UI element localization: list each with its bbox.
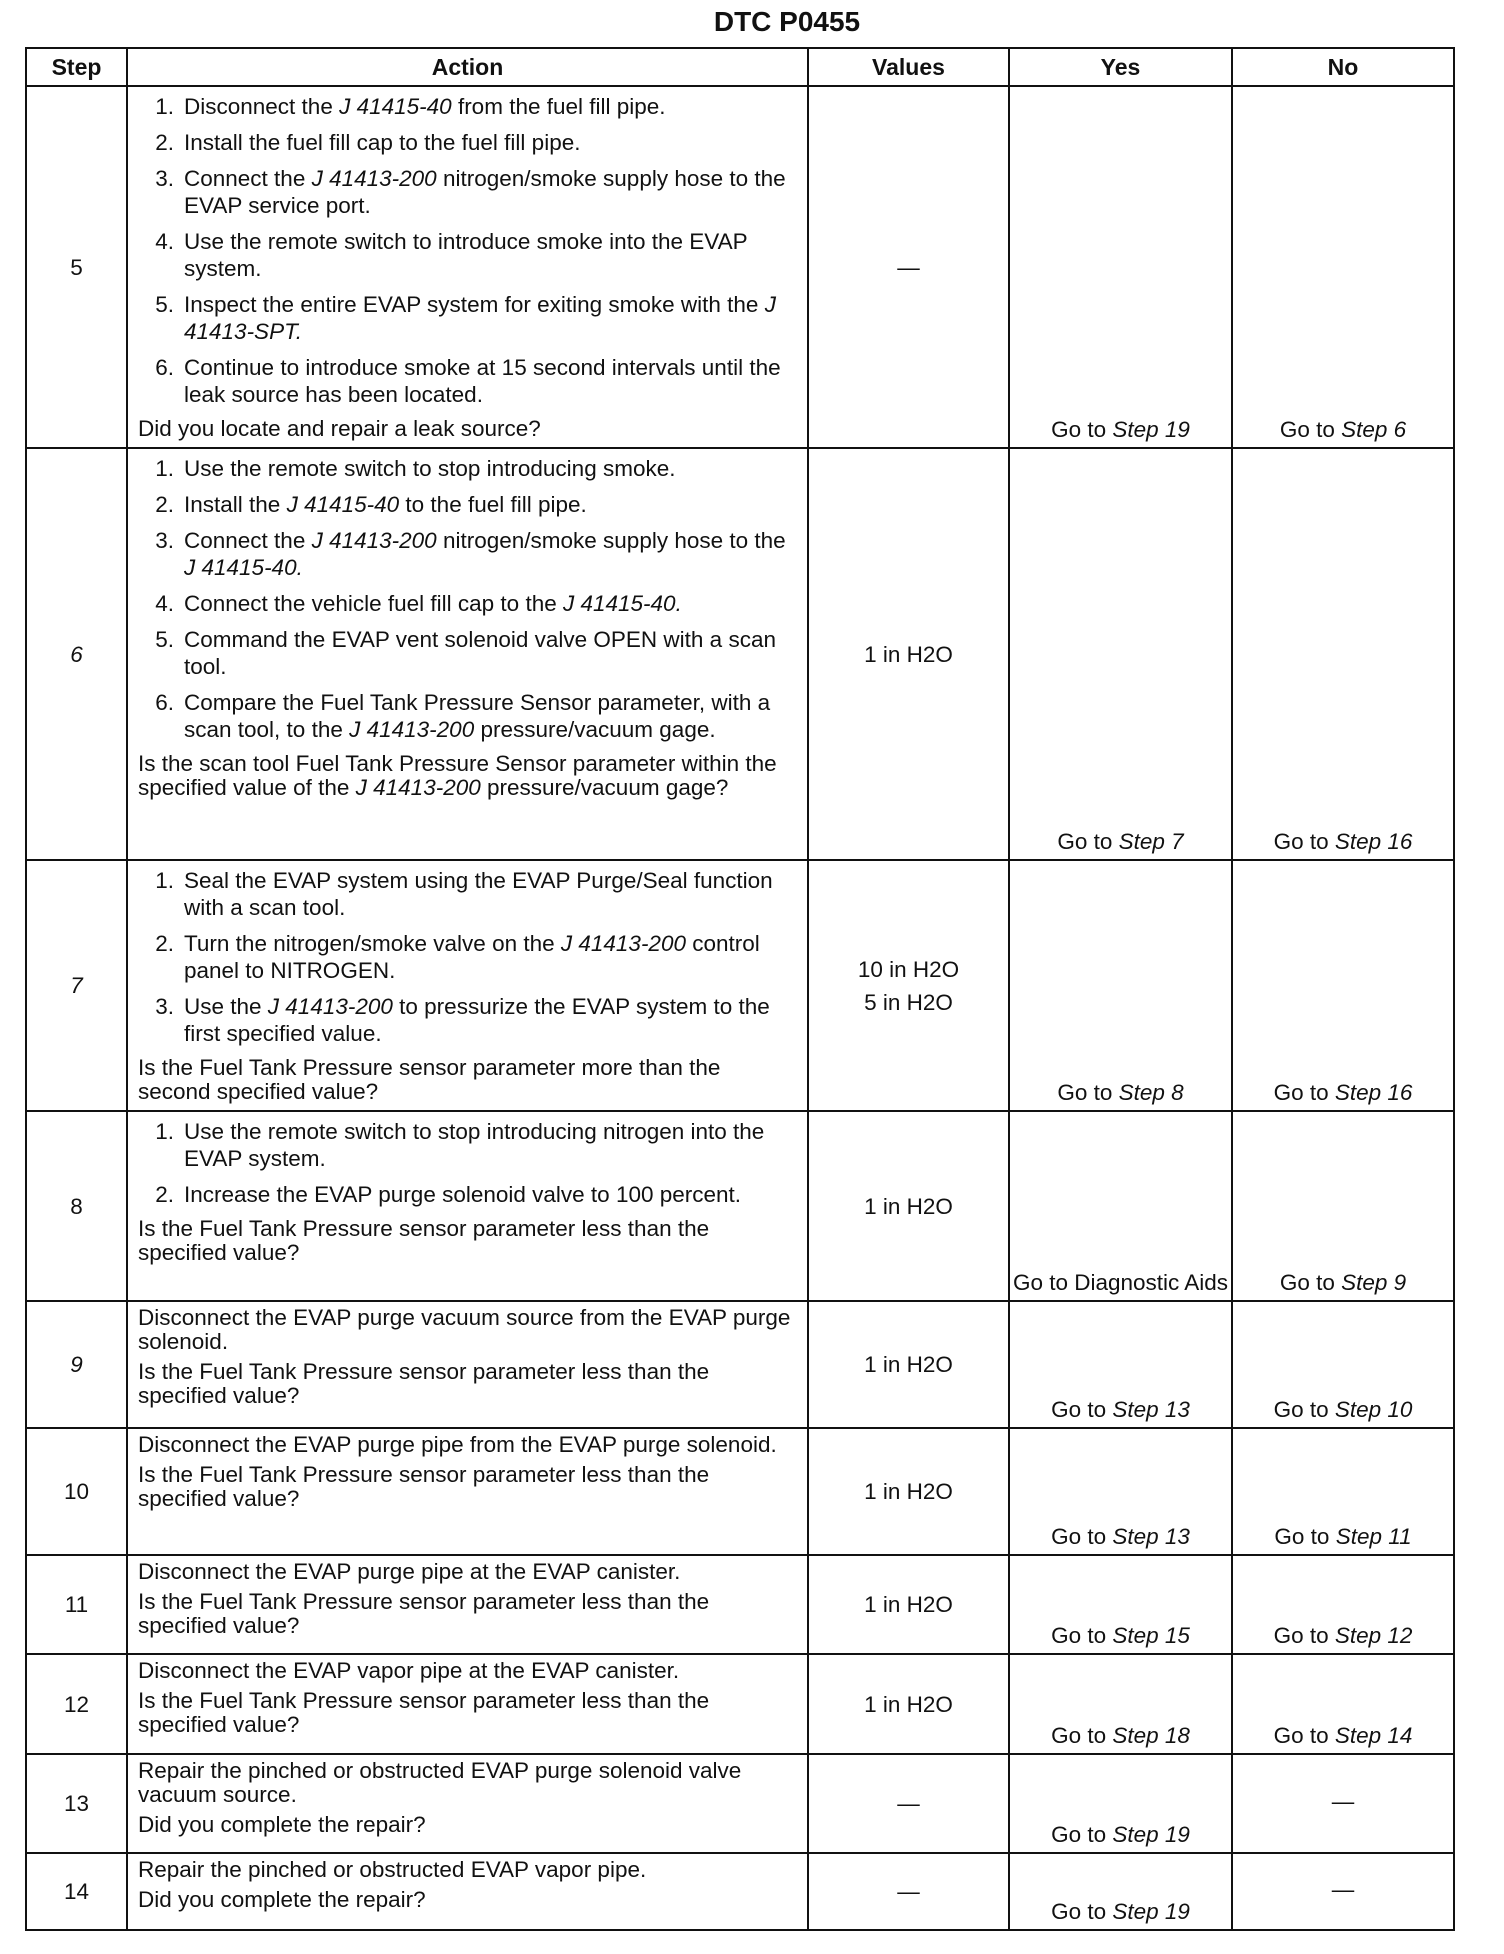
action-step-text — [184, 228, 799, 282]
table-row — [26, 448, 1454, 860]
tool-reference: Step 8 — [1118, 1080, 1184, 1105]
value: 1 in H2O — [864, 1193, 953, 1219]
text-segment: to pressurize the EVAP system to the first specified value. — [184, 994, 770, 1046]
action-cell — [127, 860, 808, 1111]
action-step — [138, 165, 799, 219]
no-cell — [1232, 86, 1454, 448]
text-segment: Compare the Fuel Tank Pressure Sensor parameter, with a scan tool, to the — [184, 690, 771, 742]
action-question: Is the Fuel Tank Pressure sensor parameter more than the second specified value? — [138, 1055, 721, 1104]
tool-reference: J 41415-40 — [339, 94, 452, 119]
text-segment: Go to — [1051, 1723, 1113, 1748]
text-segment: nitrogen/smoke supply hose to the EVAP service port. — [184, 166, 786, 218]
step-index: 1. — [155, 456, 174, 481]
text-segment: Go to — [1051, 1397, 1113, 1422]
value: 1 in H2O — [864, 1592, 953, 1617]
no-cell — [1232, 1654, 1454, 1754]
action-question: Is the Fuel Tank Pressure sensor parameter less than the specified value? — [138, 1462, 710, 1511]
action-cell — [127, 1555, 808, 1654]
no-cell — [1232, 1428, 1454, 1555]
text-segment: Go to — [1273, 1723, 1335, 1748]
step-number: 8 — [26, 1111, 127, 1301]
action-step — [138, 1118, 799, 1172]
action-question: Is the Fuel Tank Pressure sensor parameter less than the specified value? — [138, 1688, 710, 1737]
values-cell — [808, 1754, 1009, 1853]
tool-reference: Step 16 — [1334, 829, 1413, 854]
table-row — [26, 1555, 1454, 1654]
text-segment: pressure/vacuum gage. — [474, 717, 716, 742]
text-segment: Inspect the entire EVAP system for exiting smoke with the — [184, 292, 765, 317]
value: 1 in H2O — [864, 1352, 953, 1377]
tool-reference: Step 12 — [1334, 1623, 1413, 1648]
action-step-text — [184, 867, 799, 921]
text-segment: Go to — [1051, 1524, 1113, 1549]
table-row — [26, 1428, 1454, 1555]
value: 10 in H2O — [857, 956, 960, 982]
text-segment: control panel to NITROGEN. — [184, 931, 760, 983]
yes-cell — [1009, 1853, 1232, 1930]
table-row — [26, 1853, 1454, 1930]
text-segment: Connect the — [184, 166, 312, 191]
yes-cell — [1009, 1754, 1232, 1853]
action-step-text — [184, 93, 666, 120]
action-step — [138, 527, 799, 581]
step-index: 5. — [155, 292, 174, 317]
text-segment: nitrogen/smoke supply hose to the — [436, 528, 786, 553]
step-number: 11 — [26, 1555, 127, 1654]
text-segment: Go to — [1274, 1524, 1336, 1549]
tool-reference: Step 15 — [1112, 1623, 1190, 1648]
action-step — [138, 1181, 799, 1208]
action-instruction: Disconnect the EVAP purge pipe at the EVAP canister. — [138, 1559, 681, 1584]
header-no: No — [1232, 48, 1454, 86]
text-segment: Increase the EVAP purge solenoid valve to 100 percent. — [184, 1182, 742, 1207]
action-step — [138, 626, 799, 680]
text-segment: Install the fuel fill cap to the fuel fill pipe. — [184, 130, 581, 155]
action-step-text — [184, 455, 675, 482]
text-segment: Command the EVAP vent solenoid valve OPEN with a scan tool. — [184, 627, 776, 679]
action-step — [138, 129, 799, 156]
action-step-text — [184, 1118, 799, 1172]
step-index: 1. — [155, 1119, 174, 1144]
tool-reference: J 41413-200 — [311, 528, 437, 553]
text-segment: Continue to introduce smoke at 15 second intervals until the leak source has been located. — [184, 355, 781, 407]
tool-reference: J 41415-40 — [286, 492, 400, 517]
no-cell: — — [1232, 1754, 1454, 1853]
step-index: 6. — [155, 690, 174, 715]
text-segment: Go to — [1273, 1080, 1335, 1105]
values-cell — [808, 1301, 1009, 1428]
table-row — [26, 1654, 1454, 1754]
text-segment: Go to — [1057, 829, 1119, 854]
action-question: Did you complete the repair? — [138, 1812, 426, 1837]
values-cell — [808, 1853, 1009, 1930]
text-segment: Turn the nitrogen/smoke valve on the — [184, 931, 561, 956]
text-segment: Disconnect the — [184, 94, 340, 119]
tool-reference: J 41413-200 — [355, 775, 481, 800]
action-step — [138, 93, 799, 120]
table-header-row — [26, 48, 1454, 86]
values-cell — [808, 1654, 1009, 1754]
tool-reference: J 41415-40. — [184, 555, 303, 580]
action-cell — [127, 1853, 808, 1930]
action-instruction: Disconnect the EVAP purge vacuum source from the EVAP purge solenoid. — [138, 1305, 791, 1354]
text-segment: Seal the EVAP system using the EVAP Purge/Seal function with a scan tool. — [184, 868, 773, 920]
action-instruction: Repair the pinched or obstructed EVAP vapor pipe. — [138, 1857, 647, 1882]
values-cell — [808, 86, 1009, 448]
tool-reference: Step 13 — [1112, 1524, 1190, 1549]
step-number: 9 — [26, 1301, 127, 1428]
text-segment: Is the scan tool Fuel Tank Pressure Sensor parameter within the specified value of the — [138, 751, 777, 800]
step-index: 4. — [155, 591, 174, 616]
action-cell — [127, 1111, 808, 1301]
yes-cell — [1009, 1428, 1232, 1555]
tool-reference: Step 16 — [1334, 1080, 1413, 1105]
yes-cell — [1009, 86, 1232, 448]
text-segment: pressure/vacuum gage? — [480, 775, 729, 800]
action-instruction: Disconnect the EVAP vapor pipe at the EVAP canister. — [138, 1658, 680, 1683]
text-segment: Go to — [1279, 1270, 1342, 1295]
values-cell — [808, 1555, 1009, 1654]
values-cell — [808, 1111, 1009, 1301]
text-segment: from the fuel fill pipe. — [451, 94, 666, 119]
action-cell — [127, 86, 808, 448]
tool-reference: Step 10 — [1334, 1397, 1413, 1422]
diagnostic-table — [25, 47, 1455, 1931]
tool-reference: Step 7 — [1118, 829, 1184, 854]
step-index: 6. — [155, 355, 174, 380]
tool-reference: Step 14 — [1334, 1723, 1413, 1748]
tool-reference: Step 19 — [1112, 1899, 1190, 1924]
text-segment: Go to — [1057, 1080, 1119, 1105]
text-segment: Go to — [1273, 1397, 1335, 1422]
step-number: 12 — [26, 1654, 127, 1754]
action-step-text — [184, 993, 799, 1047]
action-step — [138, 930, 799, 984]
tool-reference: Step 19 — [1112, 417, 1190, 442]
no-cell: — — [1232, 1853, 1454, 1930]
no-cell — [1232, 1111, 1454, 1301]
yes-cell — [1009, 448, 1232, 860]
text-segment: to the fuel fill pipe. — [399, 492, 587, 517]
step-index: 2. — [155, 931, 174, 956]
value: 5 in H2O — [864, 989, 953, 1015]
step-number: 7 — [26, 860, 127, 1111]
text-segment: Go to — [1279, 417, 1342, 442]
text-segment: Connect the vehicle fuel fill cap to the — [184, 591, 563, 616]
text-segment: Go to — [1051, 1822, 1113, 1847]
action-step-text — [184, 165, 799, 219]
tool-reference: Step 9 — [1341, 1270, 1407, 1295]
tool-reference: J 41413-200 — [267, 994, 393, 1019]
header-yes: Yes — [1009, 48, 1232, 86]
text-segment: Connect the — [184, 528, 312, 553]
yes-cell — [1009, 1654, 1232, 1754]
action-step-text — [184, 491, 587, 518]
text-segment: Go to — [1273, 829, 1335, 854]
action-step-text — [184, 527, 799, 581]
step-number: 10 — [26, 1428, 127, 1555]
step-index: 3. — [155, 994, 174, 1019]
action-step-text — [184, 291, 799, 345]
step-number: 13 — [26, 1754, 127, 1853]
tool-reference: J 41415-40. — [562, 591, 682, 616]
header-values: Values — [808, 48, 1009, 86]
no-cell — [1232, 860, 1454, 1111]
action-step — [138, 455, 799, 482]
no-cell — [1232, 448, 1454, 860]
action-question: Did you complete the repair? — [138, 1887, 426, 1912]
action-question: Is the Fuel Tank Pressure sensor parameter less than the specified value? — [138, 1216, 710, 1265]
value: — — [897, 254, 920, 280]
action-instruction: Repair the pinched or obstructed EVAP purge solenoid valve vacuum source. — [138, 1758, 742, 1807]
action-steps-list — [138, 1118, 799, 1208]
step-index: 2. — [155, 130, 174, 155]
tool-reference: J 41413-200 — [349, 717, 475, 742]
action-step — [138, 993, 799, 1047]
action-step-text — [184, 689, 799, 743]
action-cell — [127, 1654, 808, 1754]
action-step-text — [184, 1181, 741, 1208]
text-segment: Use the remote switch to stop introducing nitrogen into the EVAP system. — [184, 1119, 765, 1171]
step-index: 1. — [155, 94, 174, 119]
action-step — [138, 491, 799, 518]
value: — — [897, 1791, 920, 1816]
table-row — [26, 1754, 1454, 1853]
step-index: 2. — [155, 1182, 174, 1207]
action-cell — [127, 448, 808, 860]
values-cell — [808, 1428, 1009, 1555]
action-step — [138, 228, 799, 282]
tool-reference: J 41413-SPT. — [184, 292, 776, 344]
action-cell — [127, 1301, 808, 1428]
table-row — [26, 86, 1454, 448]
header-step: Step — [26, 48, 127, 86]
step-number: 5 — [26, 86, 127, 448]
action-steps-list — [138, 867, 799, 1047]
yes-cell — [1009, 1111, 1232, 1301]
text-segment: Use the remote switch to introduce smoke into the EVAP system. — [184, 229, 748, 281]
action-cell — [127, 1428, 808, 1555]
yes-cell — [1009, 860, 1232, 1111]
text-segment: Go to — [1051, 1899, 1113, 1924]
values-cell — [808, 448, 1009, 860]
step-index: 3. — [155, 166, 174, 191]
text-segment: Go to — [1273, 1623, 1335, 1648]
yes-cell — [1009, 1301, 1232, 1428]
step-index: 3. — [155, 528, 174, 553]
step-index: 5. — [155, 627, 174, 652]
tool-reference: Step 13 — [1112, 1397, 1190, 1422]
table-row — [26, 1111, 1454, 1301]
text-segment: Install the — [184, 492, 287, 517]
action-step — [138, 590, 799, 617]
action-step — [138, 291, 799, 345]
text-segment: Use the remote switch to stop introducing smoke. — [184, 456, 676, 481]
action-step-text — [184, 590, 682, 617]
value: 1 in H2O — [864, 1691, 953, 1717]
tool-reference: Step 18 — [1112, 1723, 1190, 1748]
action-steps-list — [138, 455, 799, 743]
value: 1 in H2O — [864, 641, 953, 667]
action-question: Is the Fuel Tank Pressure sensor parameter less than the specified value? — [138, 1359, 710, 1408]
value: 1 in H2O — [864, 1479, 953, 1504]
no-cell — [1232, 1301, 1454, 1428]
yes-cell — [1009, 1555, 1232, 1654]
action-step-text — [184, 129, 580, 156]
tool-reference: Step 19 — [1112, 1822, 1190, 1847]
text-segment: Use the — [184, 994, 268, 1019]
text-segment: Go to Diagnostic Aids — [1012, 1270, 1229, 1295]
action-step — [138, 689, 799, 743]
step-number: 6 — [26, 448, 127, 860]
no-cell — [1232, 1555, 1454, 1654]
action-step-text — [184, 930, 799, 984]
step-number: 14 — [26, 1853, 127, 1930]
text-segment: Go to — [1051, 417, 1113, 442]
action-instruction: Disconnect the EVAP purge pipe from the EVAP purge solenoid. — [138, 1432, 777, 1457]
value: — — [897, 1879, 920, 1904]
tool-reference: J 41413-200 — [560, 931, 686, 956]
action-step — [138, 867, 799, 921]
action-step — [138, 354, 799, 408]
action-question: Is the Fuel Tank Pressure sensor parameter less than the specified value? — [138, 1589, 710, 1638]
action-step-text — [184, 354, 799, 408]
tool-reference: J 41413-200 — [311, 166, 437, 191]
values-cell — [808, 860, 1009, 1111]
action-question — [138, 752, 799, 800]
action-cell — [127, 1754, 808, 1853]
header-action: Action — [127, 48, 808, 86]
tool-reference: Step 11 — [1335, 1524, 1412, 1549]
table-row — [26, 1301, 1454, 1428]
table-row — [26, 860, 1454, 1111]
step-index: 1. — [155, 868, 174, 893]
action-question: Did you locate and repair a leak source? — [138, 416, 541, 441]
tool-reference: Step 6 — [1341, 417, 1407, 442]
action-steps-list — [138, 93, 799, 408]
page-title: DTC P0455 — [713, 6, 861, 37]
action-step-text — [184, 626, 799, 680]
step-index: 4. — [155, 229, 174, 254]
text-segment: Go to — [1051, 1623, 1113, 1648]
step-index: 2. — [155, 492, 174, 517]
